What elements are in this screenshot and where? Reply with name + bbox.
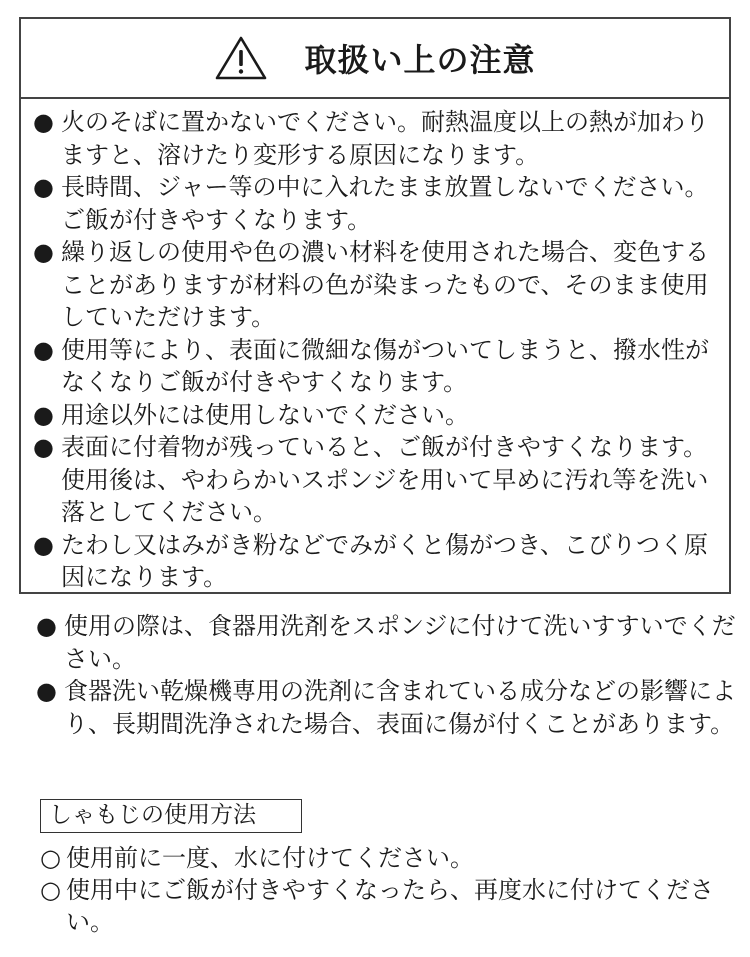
circle-bullet-mark: ○ (40, 844, 61, 872)
list-item (33, 431, 723, 529)
list-item (33, 236, 723, 334)
bullet-mark: ● (36, 677, 57, 705)
bullet-mark: ● (33, 173, 54, 201)
list-item (33, 171, 723, 236)
list-item-text: 繰り返しの使用や色の濃い材料を使用された場合、変色することがありますが材料の色が染まったもので、そのまま使用していただけます。 (61, 238, 709, 331)
list-item (33, 334, 723, 399)
precautions-title: 取扱い上の注意 (304, 41, 536, 79)
usage-list (40, 842, 740, 938)
handling-precautions-box (19, 17, 731, 594)
list-item-text: 使用の際は、食器用洗剤をスポンジに付けて洗いすすいでください。 (64, 612, 736, 673)
precautions-list (33, 106, 723, 594)
bullet-mark: ● (33, 108, 54, 136)
list-item (33, 106, 723, 171)
list-item-text: たわし又はみがき粉などでみがくと傷がつき、こびりつく原因になります。 (61, 530, 709, 591)
bullet-mark: ● (33, 530, 54, 559)
list-item-text: 使用等により、表面に微細な傷がついてしまうと、撥水性がなくなりご飯が付きやすくなります。 (61, 335, 709, 396)
list-item (40, 874, 740, 938)
bullet-mark: ● (33, 433, 54, 461)
bullet-mark: ● (36, 612, 57, 640)
list-item (36, 610, 736, 675)
circle-bullet-mark: ○ (40, 876, 61, 904)
usage-section-label: しゃもじの使用方法 (40, 799, 302, 833)
list-item-text: 食器洗い乾燥機専用の洗剤に含まれている成分などの影響により、長期間洗浄された場合、表面に傷が付くことがあります。 (64, 677, 736, 738)
bullet-mark: ● (33, 335, 54, 364)
list-item-text: 使用前に一度、水に付けてください。 (66, 844, 474, 872)
list-item (36, 675, 736, 740)
list-item-text: 表面に付着物が残っていると、ご飯が付きやすくなります。使用後は、やわらかいスポンジを用いて早めに汚れ等を洗い落としてください。 (61, 433, 709, 526)
list-item-text: 使用中にご飯が付きやすくなったら、再度水に付けてください。 (66, 876, 714, 936)
bullet-mark: ● (33, 400, 54, 429)
bullet-mark: ● (33, 238, 54, 266)
list-item-text: 火のそばに置かないでください。耐熱温度以上の熱が加わりますと、溶けたり変形する原因になります。 (61, 108, 709, 169)
list-item (40, 842, 740, 874)
list-item (33, 399, 723, 432)
list-item-text: 長時間、ジャー等の中に入れたまま放置しないでください。ご飯が付きやすくなります。 (61, 173, 709, 234)
precautions-header (21, 19, 729, 99)
washing-notes-list (36, 610, 736, 740)
warning-triangle-icon (214, 35, 268, 81)
list-item-text: 用途以外には使用しないでください。 (61, 400, 469, 429)
list-item (33, 529, 723, 594)
